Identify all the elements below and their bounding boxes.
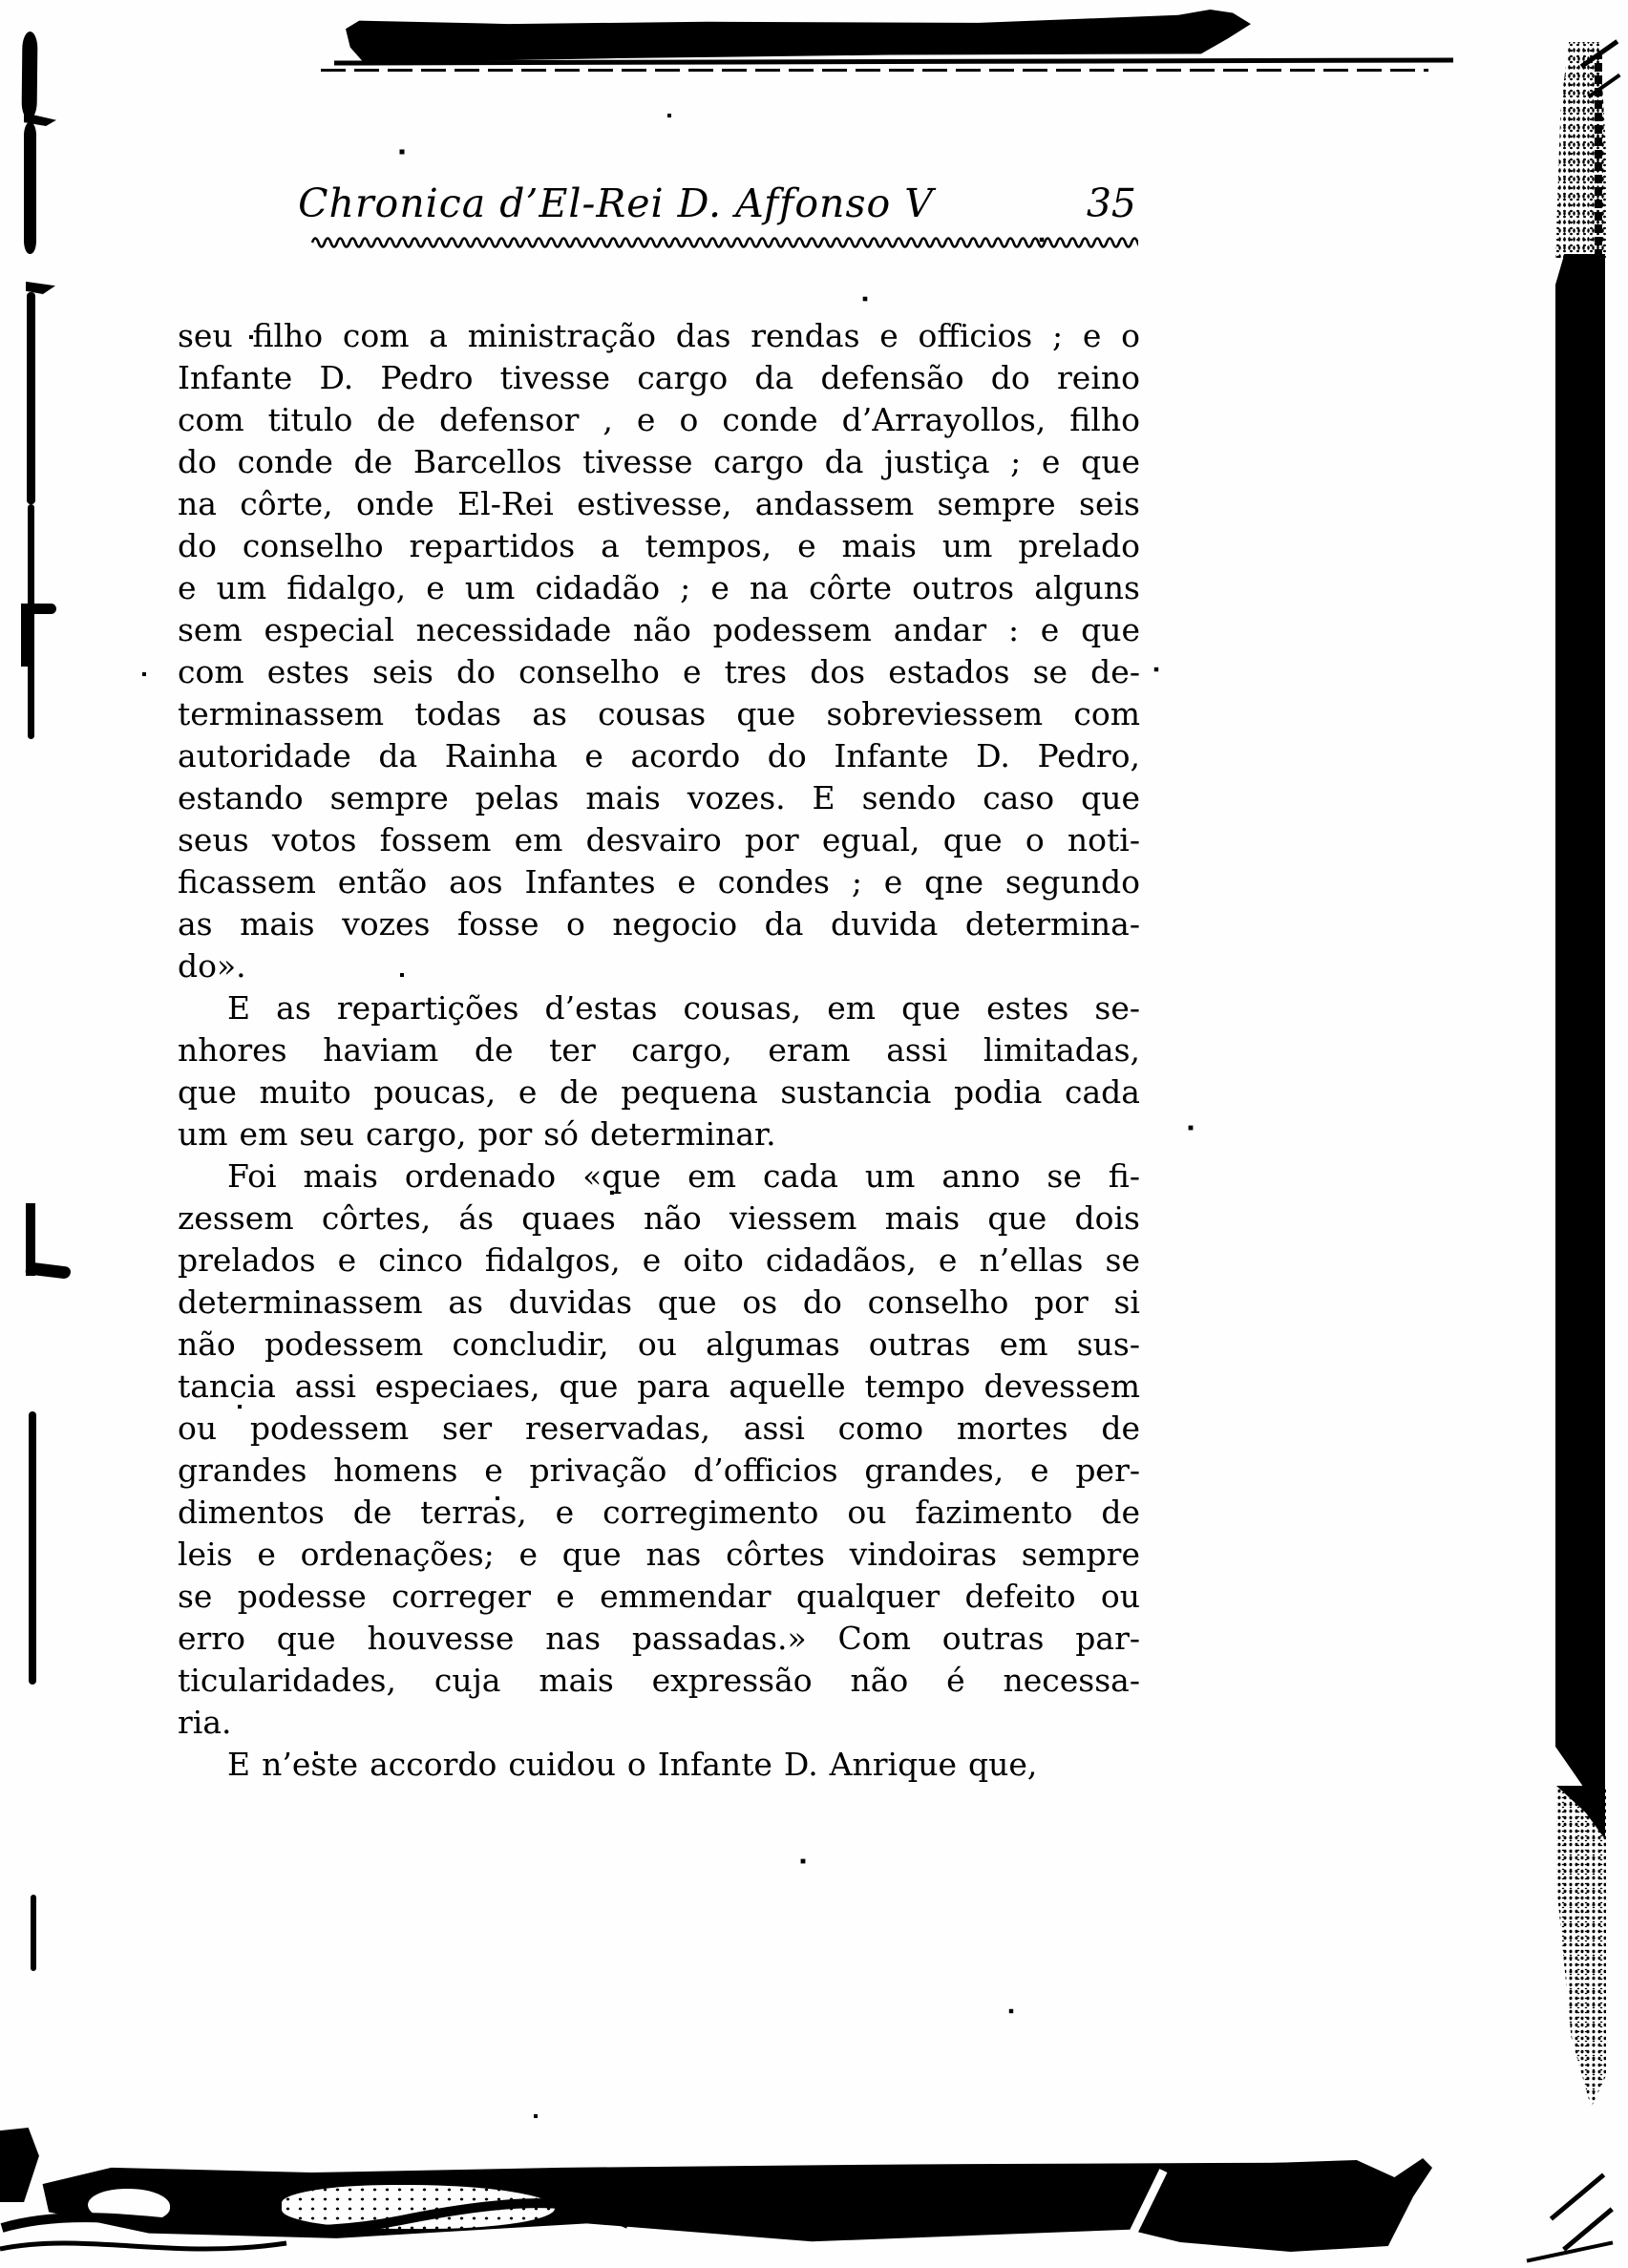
text-line: ficassem então aos Infantes e condes ; e qne segundo (178, 863, 1140, 901)
scan-artifact-left-ink-corner-h (21, 604, 56, 614)
text-line: sem especial necessidade não podessem andar : e que (178, 611, 1140, 648)
text-line: um em seu cargo, por só determinar. (178, 1115, 776, 1153)
text-line: dimentos de terras, e corregimento ou fazimento de (178, 1494, 1140, 1531)
text-line: do conde de Barcellos tivesse cargo da justiça ; e que (178, 443, 1140, 480)
text-line: ticularidades, cuja mais expressão não é necessa- (178, 1662, 1140, 1699)
text-line: estando sempre pelas mais vozes. E sendo caso que (178, 779, 1140, 816)
text-line: grandes homens e privação d’officios grandes, e per- (178, 1452, 1140, 1489)
text-line: tancia assi especiaes, que para aquelle tempo devessem (178, 1367, 1140, 1405)
text-line: que muito poucas, e de pequena sustancia podia cada (178, 1073, 1140, 1111)
scan-artifact-top-bar (346, 10, 1251, 65)
text-line: Infante D. Pedro tivesse cargo da defensão do reino (178, 359, 1140, 396)
text-line: seus votos fossem em desvairo por egual, que o noti- (178, 821, 1140, 858)
scan-artifact-right-bar (1555, 254, 1605, 1790)
text-line: não podessem concludir, ou algumas outras em sus- (178, 1325, 1140, 1363)
scan-artifact-top-streak-dotted (321, 69, 1428, 72)
text-line: com estes seis do conselho e tres dos estados se de- (178, 653, 1140, 690)
text-line: do conselho repartidos a tempos, e mais um prelado (178, 527, 1140, 564)
wavy-underline-rule (311, 232, 1138, 251)
text-line: com titulo de defensor , e o conde d’Arrayollos, filho (178, 401, 1140, 438)
text-line: as mais vozes fosse o negocio da duvida determina- (178, 905, 1140, 943)
text-line: autoridade da Rainha e acordo do Infante D. Pedro, (178, 737, 1140, 774)
text-line: determinassem as duvidas que os do conselho por si (178, 1283, 1140, 1321)
text-line: terminassem todas as cousas que sobreviessem com (178, 695, 1140, 732)
page-number: 35 (1086, 180, 1136, 226)
scan-artifact-specks (0, 0, 2, 2)
text-line: zessem côrtes, ás quaes não viessem mais que dois (178, 1199, 1140, 1237)
text-line: prelados e cinco fidalgos, e oito cidadãos, e n’ellas se (178, 1241, 1140, 1279)
body-text (178, 315, 1140, 1786)
scan-artifact-bottom-right-hatch-1 (1550, 2173, 1605, 2220)
text-line: E as repartições d’estas cousas, em que estes se- (227, 989, 1140, 1027)
text-line: e um fidalgo, e um cidadão ; e na côrte outros alguns (178, 569, 1140, 606)
scan-artifact-left-ink-6 (29, 1411, 36, 1685)
text-line: ou podessem ser reservadas, assi como mortes de (178, 1410, 1140, 1447)
text-line: erro que houvesse nas passadas.» Com outras par- (178, 1620, 1140, 1657)
scan-artifact-left-ink-2 (24, 122, 36, 254)
text-line: nhores haviam de ter cargo, eram assi limitadas, (178, 1031, 1140, 1069)
text-line: se podesse correger e emmendar qualquer defeito ou (178, 1578, 1140, 1615)
text-line: E n’este accordo cuidou o Infante D. Anrique que, (227, 1746, 1038, 1783)
scan-artifact-left-ink-7 (31, 1895, 36, 1971)
scan-artifact-left-ink-hook-3 (25, 1261, 71, 1280)
scan-artifact-bottom-squiggle (0, 2182, 649, 2268)
text-line: seu filho com a ministração das rendas e officios ; e o (178, 317, 1140, 354)
text-line: ria. (178, 1704, 232, 1741)
scan-artifact-left-ink-3 (27, 292, 35, 504)
text-line: na côrte, onde El-Rei estivesse, andassem sempre seis (178, 485, 1140, 522)
scan-artifact-left-ink-1 (22, 32, 38, 119)
scan-artifact-right-stipple-bottom (1556, 1788, 1606, 2108)
text-line: Foi mais ordenado «que em cada um anno se fi- (227, 1157, 1140, 1195)
page-header (178, 180, 1140, 231)
text-line: leis e ordenações; e que nas côrtes vindoiras sempre (178, 1536, 1140, 1573)
text-line: do». (178, 947, 246, 985)
running-title: Chronica d’El-Rei D. Affonso V (298, 180, 934, 226)
